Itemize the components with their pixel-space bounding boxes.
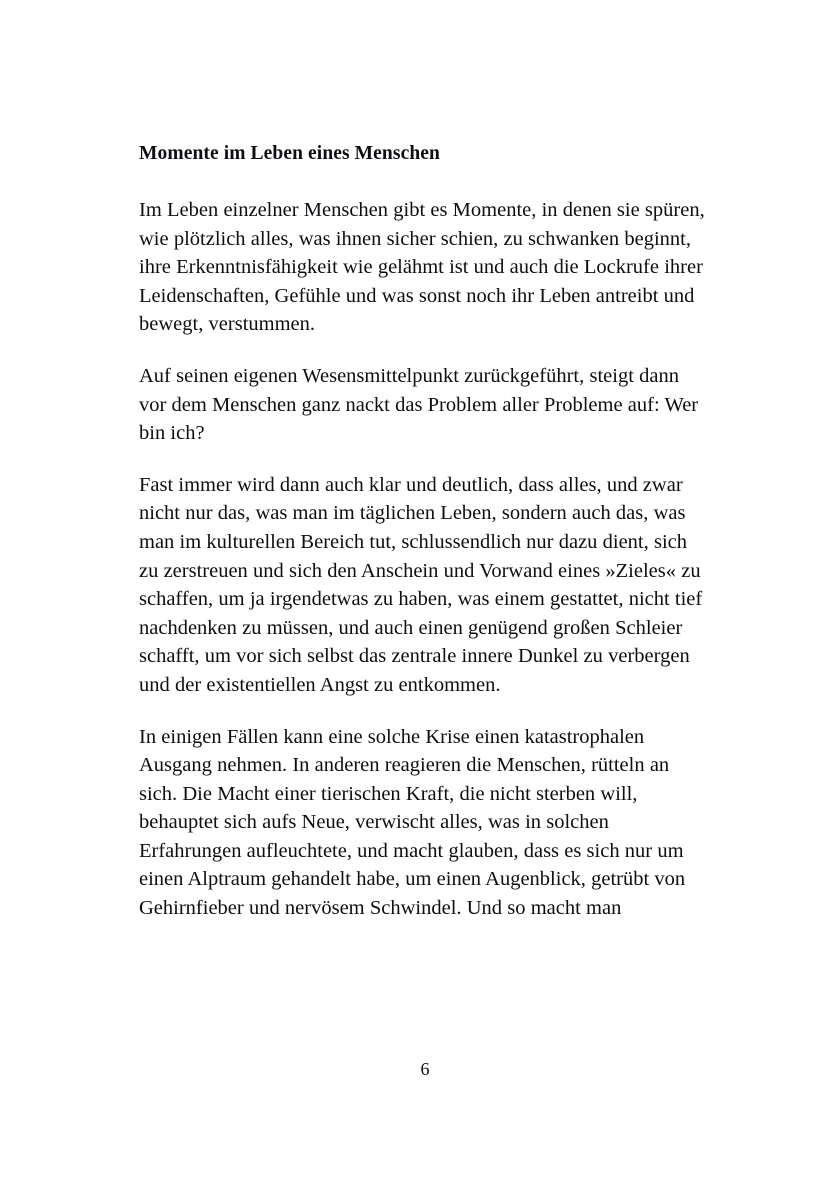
body-paragraph-3: Fast immer wird dann auch klar und deutlich, dass alles, und zwar nicht nur das, was man im täglichen Leben, sondern auch das, was man im kulturellen Bereich tut, schlussendlich nur dazu dient, sich zu zerstreuen und sich den Anschein und Vorwand eines »Zieles« zu schaffen, um ja irgendetwas zu haben, was einem gestattet, nicht tief nachdenken zu müssen, und auch einen genügend großen Schleier schafft, um vor sich selbst das zentrale innere Dunkel zu verbergen und der existentiellen Angst zu entkommen. (139, 473, 703, 696)
body-paragraph-1: Im Leben einzelner Menschen gibt es Momente, in denen sie spüren, wie plötzlich alles, was ihnen sicher schien, zu schwanken beginnt, ihre Erkenntnisfähigkeit wie gelähmt ist und auch die Lockrufe ihrer Leidenschaften, Gefühle und was sonst noch ihr Leben antreibt und bewegt, verstummen. (139, 199, 705, 336)
body-paragraph-2: Auf seinen eigenen Wesensmittelpunkt zurückgeführt, steigt dann vor dem Menschen ganz nackt das Problem aller Probleme auf: Wer bin ich? (139, 364, 699, 445)
page-number: 6 (420, 1059, 430, 1079)
body-paragraph-4: In einigen Fällen kann eine solche Krise einen katastrophalen Ausgang nehmen. In anderen reagieren die Menschen, rütteln an sich. Die Macht einer tierischen Kraft, die nicht sterben will, behauptet sich aufs Neue, verwischt alles, was in solchen Erfahrungen aufleuchtete, und macht glauben, dass es sich nur um einen Alptraum gehandelt habe, um einen Augenblick, getrübt von Gehirnfieber und nervösem Schwindel. Und so macht man (139, 725, 686, 920)
page-text-block (139, 140, 711, 923)
page-title: Momente im Leben eines Menschen (139, 143, 440, 164)
